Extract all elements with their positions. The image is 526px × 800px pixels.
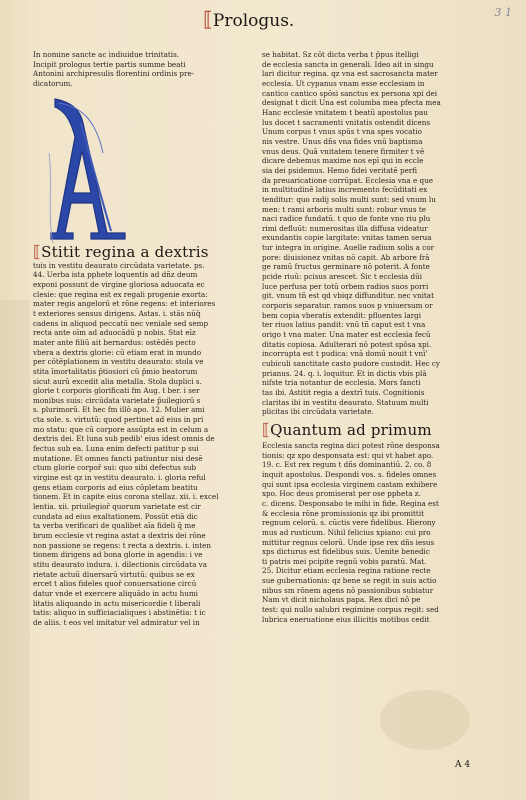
text-line: glorie t corporis glorificati fm Aug. t ber. i ser	[33, 386, 200, 396]
text-line: regnum celorū. s. cūctis vere fidelibus. Hierony	[262, 518, 436, 528]
text-line: lentia. xii. priuilegior̄ quorum varietate est cir	[33, 502, 201, 512]
text-line: vnus deus. Quā vnitatem tenere firmiter t vē	[262, 146, 425, 156]
section-heading-right	[262, 421, 476, 439]
text-line: t exteriores sensus dirigens. Astas. i. stās nūq̄	[33, 308, 201, 318]
text-line: origo t vna mater. Una mater est ecclesia fecū	[262, 330, 431, 340]
signature-mark: A 4	[455, 760, 471, 770]
text-line: 44. Uerba ista pphete loquentis ad dñz deum	[33, 270, 198, 280]
heading-text: Stitit regina a dextris	[41, 242, 209, 261]
text-line: 25. Dicitur etiam ecclesia regina ratione recte	[262, 566, 431, 576]
text-line: sue gubernationis: qz bene se regit in suis actio	[262, 576, 437, 586]
text-line: per cōtēplationem in vestitu deaurato: stola ve	[33, 357, 204, 367]
text-line: de aliis. t eos vel imitatur vel admiratur vel in	[33, 617, 200, 627]
text-line: mater ante filiū ait bernardus: ostēdēs pecto	[33, 337, 196, 347]
text-line: vbera a dextris glorie: cū etiam erat in mundo	[33, 347, 202, 357]
right-column	[262, 50, 476, 624]
text-line: pore: diuisionez vnitas nō capit. Ab arbore frā	[262, 252, 430, 262]
text-line: ditatis copiosa. Adulterari nō potest spōsa xpi.	[262, 339, 432, 349]
text-line: de ecclesia sancta in generali. Ideo ait in singu	[262, 59, 434, 69]
intro-rubric	[33, 50, 248, 89]
text-line: ter riuos latius pandit: vnū tñ caput est t vna	[262, 320, 426, 330]
text-line: dicatorum.	[33, 78, 73, 88]
text-line: nifste tria notantur de ecclesia. Mors fancti	[262, 378, 421, 388]
text-line: exundantis copie largitate: vnitas tamen serua	[262, 233, 432, 243]
text-line: mus ad rusticum. Nihil felicius xpiano: cui pro	[262, 527, 431, 537]
text-line: mutatione. Et omnes fancti patiuntur nisi desē	[33, 453, 203, 463]
text-line: qui sunt ipsa ecclesia virginem castam exhibere	[262, 479, 438, 489]
text-line: nis vestre. Unus dñs vna fides vnū baptisma	[262, 136, 423, 146]
text-line: Nam vt dicit nicholaus papa. Rex dici nō pe	[262, 595, 421, 605]
right-body-top	[262, 50, 476, 417]
text-line: luce perfusa per totū orbem radios suos porri	[262, 281, 429, 291]
text-line: mittitur regnus celorū. Unde ipse rex dñs iesus	[262, 537, 435, 547]
text-line: virgine est qz in vestitu deaurato. i. gloria reful	[33, 473, 206, 483]
text-line: inquit apostolus. Despondi vos. s. fideles omnes	[262, 469, 437, 479]
text-line: s. plurimorū. Et hec fm illō apo. 12. Mulier ami	[33, 405, 205, 415]
text-line: tionem dirigens ad bona glorie in agendis: i ve	[33, 550, 203, 560]
stain	[380, 690, 470, 750]
text-line: & ecclesia rōne promissionis qz ibi promittit	[262, 508, 425, 518]
text-line: rietate actuū diuersarū virtutū: quibus se ex	[33, 569, 195, 579]
text-line: xpo. Hoc deus promiserat per ose ppheta z.	[262, 489, 421, 499]
text-line: exponi possunt de virgine gloriosa aduocata ec	[33, 279, 205, 289]
text-line: cadens in aliquod peccatū nec veniale sed semp	[33, 318, 209, 328]
text-line: Ecclesia sancta regina dici potest rōne desponsa	[262, 440, 440, 450]
text-line: fectus sub ea. Luna enim defecti patitur p sui	[33, 444, 199, 454]
heading-text: Quantum ad primum	[270, 420, 432, 439]
gutter-shadow	[0, 300, 30, 800]
text-line: litatis aliquando in actu misericordie t liberali	[33, 598, 201, 608]
left-body-text	[33, 261, 248, 628]
text-line: ge ramū fructus germinare nō poterit. A fonte	[262, 262, 430, 272]
text-line: tatis: aliquo in sufficiacialiques i abstinētia: t ic	[33, 608, 206, 618]
text-line: In nomine sancte ac indiuidue trinitatis.	[33, 50, 180, 59]
decorated-initial-a-icon	[45, 93, 135, 243]
text-line: clesie: que regina est ex regali progenie exorta:	[33, 289, 208, 299]
text-line: monibus suis: circūdata varietate p̄uilegiorū s	[33, 395, 201, 405]
text-line: ta verba verificari de qualibet aīa fideli q̄ me	[33, 521, 196, 531]
text-line: ctum glorie corpor̄ sui: quo sibi defectus sub	[33, 463, 197, 473]
text-line: incorrupta est t pudica: vnā domū nouit t vnī'	[262, 349, 428, 359]
text-line: Antonini archipresulis florentini ordinis pre-	[33, 69, 195, 79]
text-line: xps dicturus est fidelibus suis. Uenite benedic	[262, 547, 430, 557]
text-line: prianus. 24. q. i. loquitur. Et in dictis vbis plā	[262, 368, 427, 378]
text-line: Hanc ecclesie vnitatem t beatū apostolus pau	[262, 107, 428, 117]
text-line: recta ante oīm ad aduocādū p nobis. Stat eīz	[33, 328, 196, 338]
text-line: c. dicens. Desponsabo te mihi in fide. Regina est	[262, 498, 439, 508]
text-line: tionem. Et in capite eius corona stellaz. xii. i. excel	[33, 492, 219, 502]
text-line: men: t rami arboris multi sunt: robur vnus te	[262, 204, 426, 214]
text-line: naci radice fundatū. t quo de fonte vno riu plu	[262, 214, 431, 224]
text-line: bem copia vberatis extendit: pfluentes largi	[262, 310, 422, 320]
text-line: designat t dicit Una est columba mea pfecta mea	[262, 98, 441, 108]
text-line: plicitas ibi circūdata varietate.	[262, 407, 374, 417]
text-line: stita īmortalitatis p̄tiosiori cū p̄mio beatorum	[33, 366, 198, 376]
text-line: mater regis angelorū et rōne regens: et interiores	[33, 299, 216, 309]
text-line: ercet t alios fideles quor̄ conuersatione circū	[33, 579, 197, 589]
text-line: gens etiam corporis ad eius cōpletam beatitu	[33, 482, 198, 492]
text-line: datur vnde et exercere aliquādo in actu humi	[33, 588, 198, 598]
text-line: nibus sm rōnem agens nō passionibus subiatur	[262, 585, 434, 595]
text-line: corporis separatur. ramos suos p vniuersum or	[262, 301, 433, 311]
section-heading-left	[33, 243, 248, 261]
text-line: claritas ibi in vestitu deaurato. Statuum multi	[262, 397, 429, 407]
text-line: ecclesia. Ut cypanus vnam esse ecclesiam in	[262, 78, 425, 88]
text-line: lari dicitur regina. qz vna est sacrosancta mater	[262, 69, 438, 79]
text-line: dicare debemus maxime nos epī qui in eccle	[262, 156, 424, 166]
text-line: tas ibi. Astitit regia a dextrī tuis. Cognitionis	[262, 387, 425, 397]
text-line: tuis in vestitu deaurato circūdata varietate. ps.	[33, 260, 205, 270]
left-column	[33, 50, 248, 628]
text-line: rimi defluūt: numerositas illa diffusa videatur	[262, 223, 428, 233]
paragraph-mark: ⟦	[33, 241, 42, 261]
text-line: cta sole. s. virtutū: quod pertinet ad eius in pri	[33, 415, 204, 425]
text-line: stitu deaurato indura. i. dilectionis circūdata va	[33, 559, 207, 569]
paragraph-mark: ⟦	[262, 419, 271, 439]
right-body-bottom	[262, 441, 476, 624]
header-title: Prologus.	[212, 11, 295, 31]
text-line: dextris dei. Et luna sub pedib' eius idest omnis de	[33, 434, 215, 444]
text-line: tenditur: quo radij solis multi sunt: sed vnum lu	[262, 194, 436, 204]
text-line: sicut aurū excedit alia metalla. Stola duplici s.	[33, 376, 202, 386]
folio-note: 3 1	[494, 6, 512, 19]
text-line: Unum corpus t vnus spūs t vna spes vocatio	[262, 127, 422, 137]
text-line: in multitudinē latius incremento fecūditati ex	[262, 185, 428, 195]
page-header	[203, 6, 294, 32]
text-line: cubiculi sanctitate casto pudore custodit. Hec cy	[262, 359, 440, 368]
text-line: 19. c. Est rex regum t dñs dominantiū. 2. co. 8	[262, 460, 432, 470]
text-line: Incipit prologus tertie partis summe beati	[33, 59, 186, 69]
text-line: brum ecclesie vt regina astat a dextris dei rōne	[33, 531, 206, 540]
text-line: se habitat. Sz cōt dicta verba t p̄pus itelligi	[262, 50, 419, 59]
text-line: test: qui nullo salubri regimine corpus regit: sed	[262, 605, 439, 615]
text-line: non passione se regens: t recta a dextris. i. inten	[33, 540, 211, 550]
text-line: tionis: qz xpo desponsata est: qui vt habet apo.	[262, 450, 434, 460]
rubric-bracket: ⟦	[203, 7, 213, 31]
text-line: da preuaricatione corrūpat. Ecclesia vna e que	[262, 175, 433, 185]
text-line: mo statu: que cū corpore assūpta est in celum a	[33, 424, 209, 434]
text-line: lus docet t sacramenti vnitatis ostendit dicens	[262, 117, 431, 127]
text-line: cantico cantico spōsi sanctus ex persona xpi dei	[262, 88, 438, 98]
text-line: cundata ad eius exaltationem. Possūt etiā dic	[33, 511, 198, 521]
text-line: ti patris mei pcipite regnū vobis paratū. Mat.	[262, 556, 427, 566]
text-line: tur integra in origine. Auelle radium solis a cor	[262, 243, 435, 253]
text-line: lubrica eneruatione eius illicitis motibus cedit	[262, 614, 430, 624]
text-line: sia dei psidemus. Hemo fidei veritatē perfi	[262, 165, 418, 175]
text-line: pcide riuū: pcisus arescet. Sic t ecclesia dūi	[262, 272, 423, 282]
text-line: git. vnum tñ est qd vbiqz diffunditur. nec vnitat	[262, 291, 434, 301]
